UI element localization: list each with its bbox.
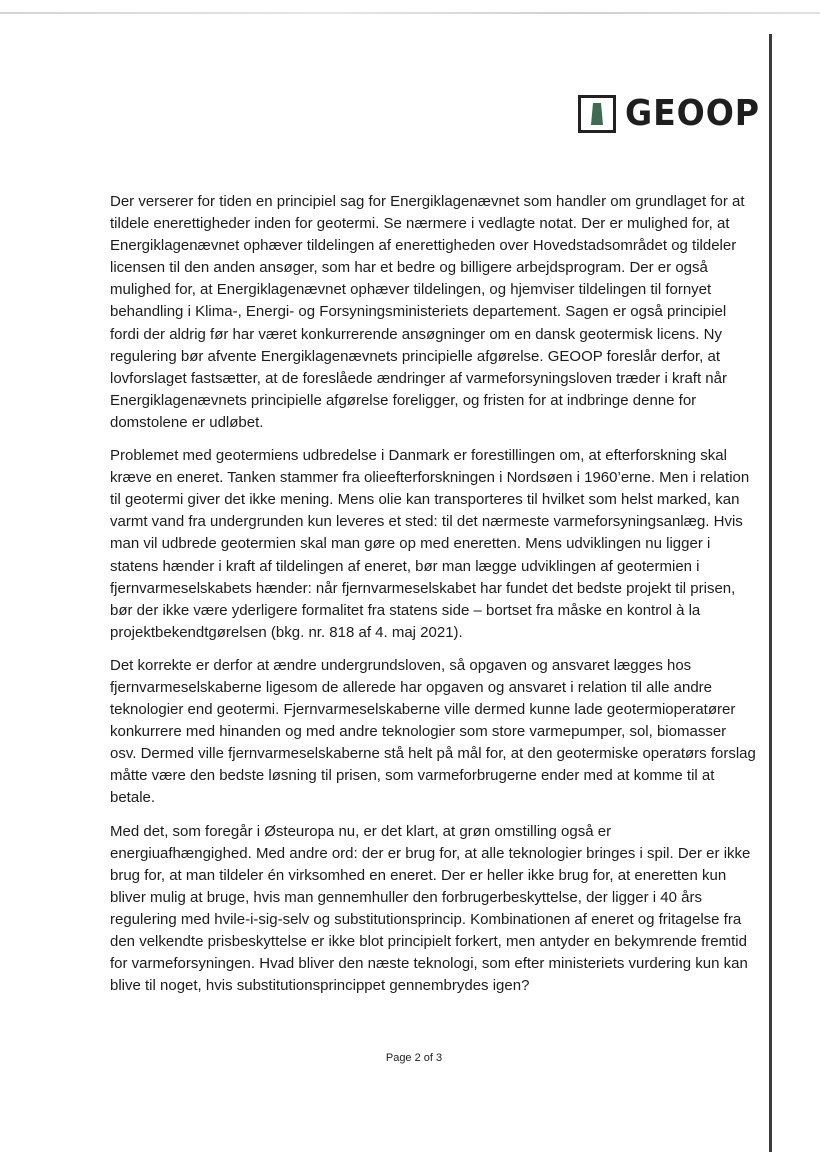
scan-right-edge — [769, 34, 772, 1152]
logo-mark-icon — [578, 95, 616, 133]
paragraph-energiuafhaengighed: Med det, som foregår i Østeuropa nu, er det klart, at grøn omstilling også er energiuafhængighed. Med andre ord: der er brug for, at alle teknologier bringes i spil. Der er ikke brug for, at man tildeler én virksomhed en eneret. Der er heller ikke brug for, at eneretten kun bliver mulig at bruge, hvis man gennemhuller den forbrugerbeskyttelse, der ligger i 40 års regulering med hvile-i-sig-selv og substitutionsprincip. Kombinationen af eneret og fritagelse fra den velkendte prisbeskyttelse er ikke blot principielt forkert, men antyder en bekymrende fremtid for varmeforsyningen. Hvad bliver den næste teknologi, som efter ministeriets vurdering kun kan blive til noget, hvis substitutionsprincippet gennembrydes igen? — [110, 822, 751, 995]
logo-text: GEOOP — [625, 93, 760, 134]
letter-body — [110, 191, 756, 1008]
scan-top-edge — [0, 12, 820, 14]
paragraph-energiklagenaevnet: Der verserer for tiden en principiel sag for Energiklagenævnet som handler om grundlaget for at tildele enerettigheder inden for geotermi. Se nærmere i vedlagte notat. Der er mulighed for, at Energiklagenævnet ophæver tildelingen af enerettigheden over Hovedstadsområdet og tildeler licensen til den anden ansøger, som har et bedre og billigere arbejdsprogram. Der er også mulighed for, at Energiklagenævnet ophæver tildelingen, og hjemviser tildelingen til fornyet behandling i Klima-, Energi- og Forsyningsministeriets departement. Sagen er også principiel fordi der aldrig før har været konkurrerende ansøgninger om en dansk geotermisk licens. Ny regulering bør afvente Energiklagenævnets principielle afgørelse. GEOOP foreslår derfor, at lovforslaget fastsætter, at de foreslåede ændringer af varmeforsyningsloven træder i kraft når Energiklagenævnets principielle afgørelse foreligger, og fristen for at indbringe denne for domstolene er udløbet. — [110, 193, 745, 431]
paragraph-eneret-problem: Problemet med geotermiens udbredelse i Danmark er forestillingen om, at efterforskning skal kræve en eneret. Tanken stammer fra olieefterforskningen i Nordsøen i 1960’erne. Men i relation til geotermi giver det ikke mening. Mens olie kan transporteres til hvilket som helst marked, kan varmt vand fra undergrunden kun leveres et sted: til det nærmeste varmeforsyningsanlæg. Hvis man vil udbrede geotermien skal man gøre op med eneretten. Mens udviklingen nu ligger i statens hænder i kraft af tildelingen af eneret, bør man lægge udviklingen af geotermien i fjernvarmeselskabets hænder: når fjernvarmeselskabet har fundet det bedste projekt til prisen, bør der ikke være yderligere formalitet fra statens side – bortset fra måske en kontrol à la projektbekendtgørelsen (bkg. nr. 818 af 4. maj 2021). — [110, 447, 750, 641]
geoop-logo — [578, 95, 772, 133]
page-number: Page 2 of 3 — [385, 1052, 443, 1064]
paragraph-undergrundsloven: Det korrekte er derfor at ændre undergrundsloven, så opgaven og ansvaret lægges hos fjernvarmeselskaberne ligesom de allerede har opgaven og ansvaret i relation til alle andre teknologier end geotermi. Fjernvarmeselskaberne ville dermed kunne lade geotermioperatører konkurrere med hinanden og med andre teknologier som store varmepumper, sol, biomasser osv. Dermed ville fjernvarmeselskaberne stå helt på mål for, at den geotermiske operatørs forslag måtte være den bedste løsning til prisen, som varmeforbrugerne ender med at komme til at betale. — [110, 656, 756, 807]
